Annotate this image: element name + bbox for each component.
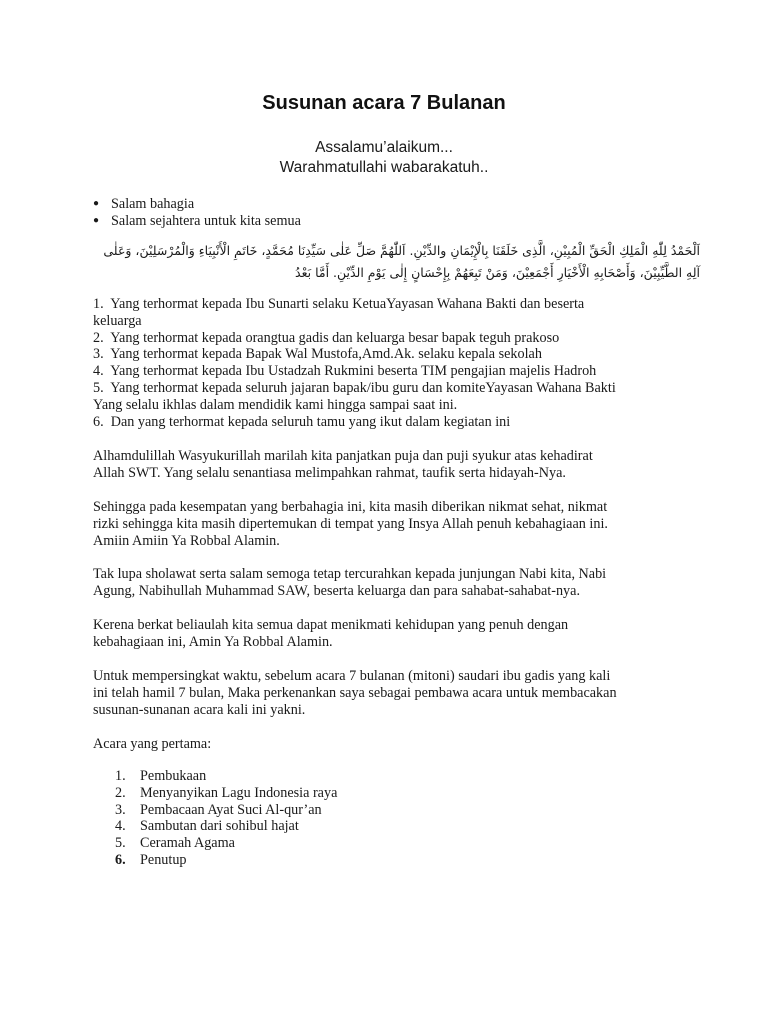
list-text: Penutup: [140, 851, 187, 868]
list-item-continuation: Yang selalu ikhlas dalam mendidik kami hingga sampai saat ini.: [93, 396, 458, 413]
list-item-continuation: keluarga: [93, 312, 142, 329]
list-item: [93, 414, 673, 431]
list-item: [115, 818, 337, 835]
list-number: 3.: [93, 346, 104, 363]
list-text: Yang terhormat kepada Ibu Sunarti selaku KetuaYayasan Wahana Bakti dan beserta: [110, 296, 585, 312]
paragraph-sholawat: [93, 566, 673, 600]
paragraph-line: Amiin Amiin Ya Robbal Alamin.: [93, 532, 280, 549]
paragraph-line: kebahagiaan ini, Amin Ya Robbal Alamin.: [93, 633, 333, 650]
agenda-intro: Acara yang pertama:: [93, 736, 212, 752]
list-text: Yang terhormat kepada Ibu Ustadzah Rukmini beserta TIM pengajian majelis Hadroh: [110, 363, 597, 380]
page-title: Susunan acara 7 Bulanan: [262, 92, 506, 114]
paragraph-line: Alhamdulillah Wasyukurillah marilah kita panjatkan puja dan puji syukur atas kehadirat: [93, 448, 593, 464]
list-number: 5.: [93, 379, 104, 396]
paragraph-kesempatan: [93, 499, 673, 549]
list-number: 4.: [115, 818, 126, 835]
list-number: 3.: [115, 801, 126, 818]
paragraph-line: Kerena berkat beliaulah kita semua dapat menikmati kehidupan yang penuh dengan: [93, 617, 569, 633]
respects-list: [93, 296, 673, 430]
list-item: [115, 835, 337, 852]
list-item: [93, 346, 673, 363]
list-item: [93, 196, 301, 213]
list-text: Sambutan dari sohibul hajat: [140, 818, 299, 835]
list-item: [93, 380, 673, 397]
paragraph-line: Tak lupa sholawat serta salam semoga tetap tercurahkan kepada junjungan Nabi kita, Nabi: [93, 566, 607, 582]
paragraph-line: Sehingga pada kesempatan yang berbahagia ini, kita masih diberikan nikmat sehat, nikmat: [93, 499, 608, 515]
list-text: Ceramah Agama: [140, 835, 235, 852]
arabic-opening-prayer: اَلْحَمْدُ لِلّٰهِ الْمَلِكِ الْحَقِّ الْمُبِيْنِ، الَّذِى خَلَقَنَا بِالْإِيْمَانِ والدِّيْنِ. اَللّٰهُمَّ صَلِّ عَلٰى سَيِّدِنَا مُحَمَّدٍ، خَاتَمِ الْأَنْبِيَاءِ وَالْمُرْسَلِيْنَ، وَعَلٰى آلِهِ الطَّيِّبِيْنَ، وَأَصْحَابِهِ الْأَخْيَارِ أَجْمَعِيْنَ، وَمَنْ تَبِعَهُمْ بِإِحْسَانٍ إِلٰى يَوْمِ الدِّيْنِ. أَمَّا بَعْدُ: [103, 243, 700, 280]
paragraph-mempersingkat: [93, 668, 673, 718]
list-text: Pembukaan: [140, 768, 207, 784]
list-item: [115, 852, 337, 869]
list-text: Yang terhormat kepada orangtua gadis dan keluarga besar bapak teguh prakoso: [110, 329, 560, 346]
paragraph-line: Untuk mempersingkat waktu, sebelum acara 7 bulanan (mitoni) saudari ibu gadis yang kali: [93, 668, 611, 684]
list-number: 1.: [93, 296, 104, 312]
greeting-line-2: Warahmatullahi wabarakatuh..: [279, 159, 489, 176]
paragraph-line: susunan-sunanan acara kali ini yakni.: [93, 701, 306, 718]
paragraph-line: ini telah hamil 7 bulan, Maka perkenankan saya sebagai pembawa acara untuk membacakan: [93, 684, 617, 701]
list-number: 2.: [93, 329, 104, 346]
paragraph-alhamdulillah: [93, 448, 673, 482]
greeting: [0, 138, 768, 178]
list-item: [115, 785, 337, 802]
list-item: [115, 802, 337, 819]
list-item: [93, 363, 673, 380]
list-text: Yang terhormat kepada Bapak Wal Mustofa,Amd.Ak. selaku kepala sekolah: [110, 346, 542, 363]
list-text: Menyanyikan Lagu Indonesia raya: [140, 784, 338, 801]
list-item: [93, 296, 673, 313]
bullet-icon: ●: [93, 198, 100, 209]
list-item: [93, 213, 301, 230]
list-number: 4.: [93, 363, 104, 380]
greeting-bullet-list: [93, 196, 301, 229]
list-item: [93, 330, 673, 347]
greeting-line-1: Assalamu’alaikum...: [315, 139, 453, 156]
paragraph-line: Allah SWT. Yang selalu senantiasa melimpahkan rahmat, taufik serta hidayah-Nya.: [93, 464, 566, 481]
bullet-icon: ●: [93, 214, 100, 226]
list-text: Yang terhormat kepada seluruh jajaran bapak/ibu guru dan komiteYayasan Wahana Bakti: [110, 379, 616, 396]
list-text: Dan yang terhormat kepada seluruh tamu yang ikut dalam kegiatan ini: [110, 413, 511, 430]
list-number: 6.: [115, 851, 126, 868]
paragraph-line: Agung, Nabihullah Muhammad SAW, beserta keluarga dan para sahabat-sahabat-nya.: [93, 582, 580, 599]
list-number: 1.: [115, 768, 126, 784]
list-number: 2.: [115, 784, 126, 801]
list-number: 5.: [115, 835, 126, 852]
agenda-list: [115, 768, 337, 869]
list-item: [115, 768, 337, 785]
paragraph-line: rizki sehingga kita masih dipertemukan di tempat yang Insya Allah penuh kebahagiaan ini.: [93, 515, 608, 532]
bullet-text: Salam bahagia: [111, 196, 195, 212]
list-text: Pembacaan Ayat Suci Al-qur’an: [140, 801, 322, 818]
paragraph-berkat: [93, 617, 673, 651]
bullet-text: Salam sejahtera untuk kita semua: [111, 212, 301, 229]
list-number: 6.: [93, 413, 104, 430]
